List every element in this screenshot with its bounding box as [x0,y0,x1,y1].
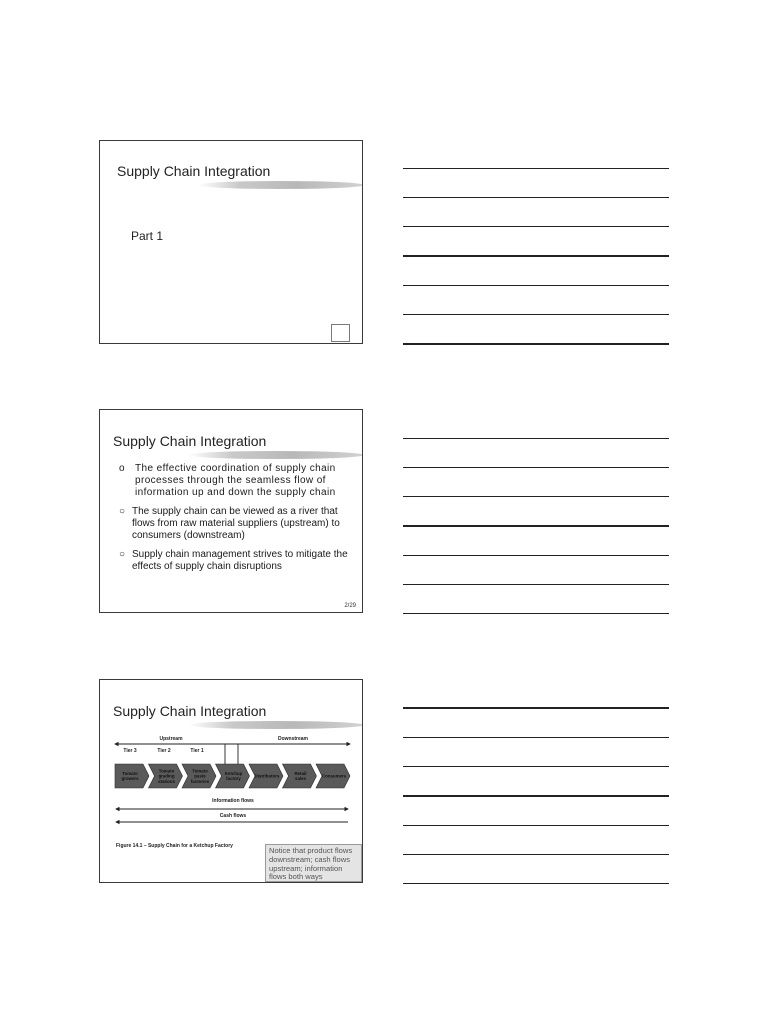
note-line [403,555,669,556]
note-line [403,496,669,497]
note-line [403,795,669,797]
slide-title: Supply Chain Integration [117,163,271,179]
note-line [403,226,669,227]
note-line [403,854,669,855]
bullet-text: Supply chain management strives to mitigate the effects of supply chain disruptions [132,549,348,572]
chevron-row [115,764,350,788]
note-line [403,197,669,198]
stage-label: stations [158,778,175,784]
stage-label: Ketchup [224,771,243,776]
corner-square-icon [331,324,350,342]
stage-label: grading [158,773,175,779]
note-line [403,584,669,585]
stage-label: Retail [294,771,307,776]
bullet-item [110,506,355,542]
note-line [403,438,669,439]
tier-label: Tier 2 [157,748,171,754]
note-line [403,825,669,826]
note-line [403,613,669,614]
figure-caption: Figure 14.1 – Supply Chain for a Ketchup Factory [116,843,233,849]
note-line [403,883,669,884]
title-underline-swoosh [188,451,363,459]
bullet-marker: o [119,463,125,474]
note-line [403,707,669,709]
bullet-marker: ○ [119,549,126,560]
slide-1 [99,140,363,344]
stage-label: Consumers [321,773,347,779]
slide-title: Supply Chain Integration [113,433,267,449]
upstream-label: Upstream [159,736,183,742]
stage-label: Tomato [158,768,175,774]
stage-label: paste [194,773,206,779]
stage-label: sales [295,776,306,782]
note-line [403,467,669,468]
note-callout: Notice that product flows downstream; cash flows upstream; information flows both ways [265,844,362,882]
stage-label: Tomato [122,771,138,776]
downstream-label: Downstream [277,736,309,742]
note-line [403,525,669,527]
note-line [403,168,669,169]
bullet-item [110,463,355,499]
stage-label: Distributors [254,773,280,779]
cash-flows-label: Cash flows [219,813,247,819]
note-line [403,766,669,767]
slide-3 [99,679,363,883]
bullet-item [110,549,355,573]
note-line [403,314,669,315]
bullet-text: The effective coordination of supply chain processes through the seamless flow of information up and down the supply chain [135,463,336,498]
tier-label: Tier 1 [190,748,204,754]
note-line [403,737,669,738]
information-flows-label: Information flows [212,798,254,804]
note-line [403,285,669,286]
stage-label: growers [121,776,139,782]
stage-label: factory [226,776,241,782]
tier-label: Tier 3 [123,748,137,754]
stage-label: Tomato [192,768,208,774]
note-line [403,343,669,345]
stage-label: factories [190,778,210,784]
page-number: 2/29 [344,603,356,609]
slide-title: Supply Chain Integration [113,703,267,719]
slide-subtitle: Part 1 [131,229,164,243]
note-line [403,255,669,257]
slide-2 [99,409,363,613]
bullet-text: The supply chain can be viewed as a river that flows from raw material suppliers (upstream) to consumers (downstream) [132,506,340,541]
bullet-marker: ○ [119,506,126,517]
bullet-list [110,463,355,580]
focal-firm-bracket [225,744,238,765]
title-underline-swoosh [198,181,363,189]
